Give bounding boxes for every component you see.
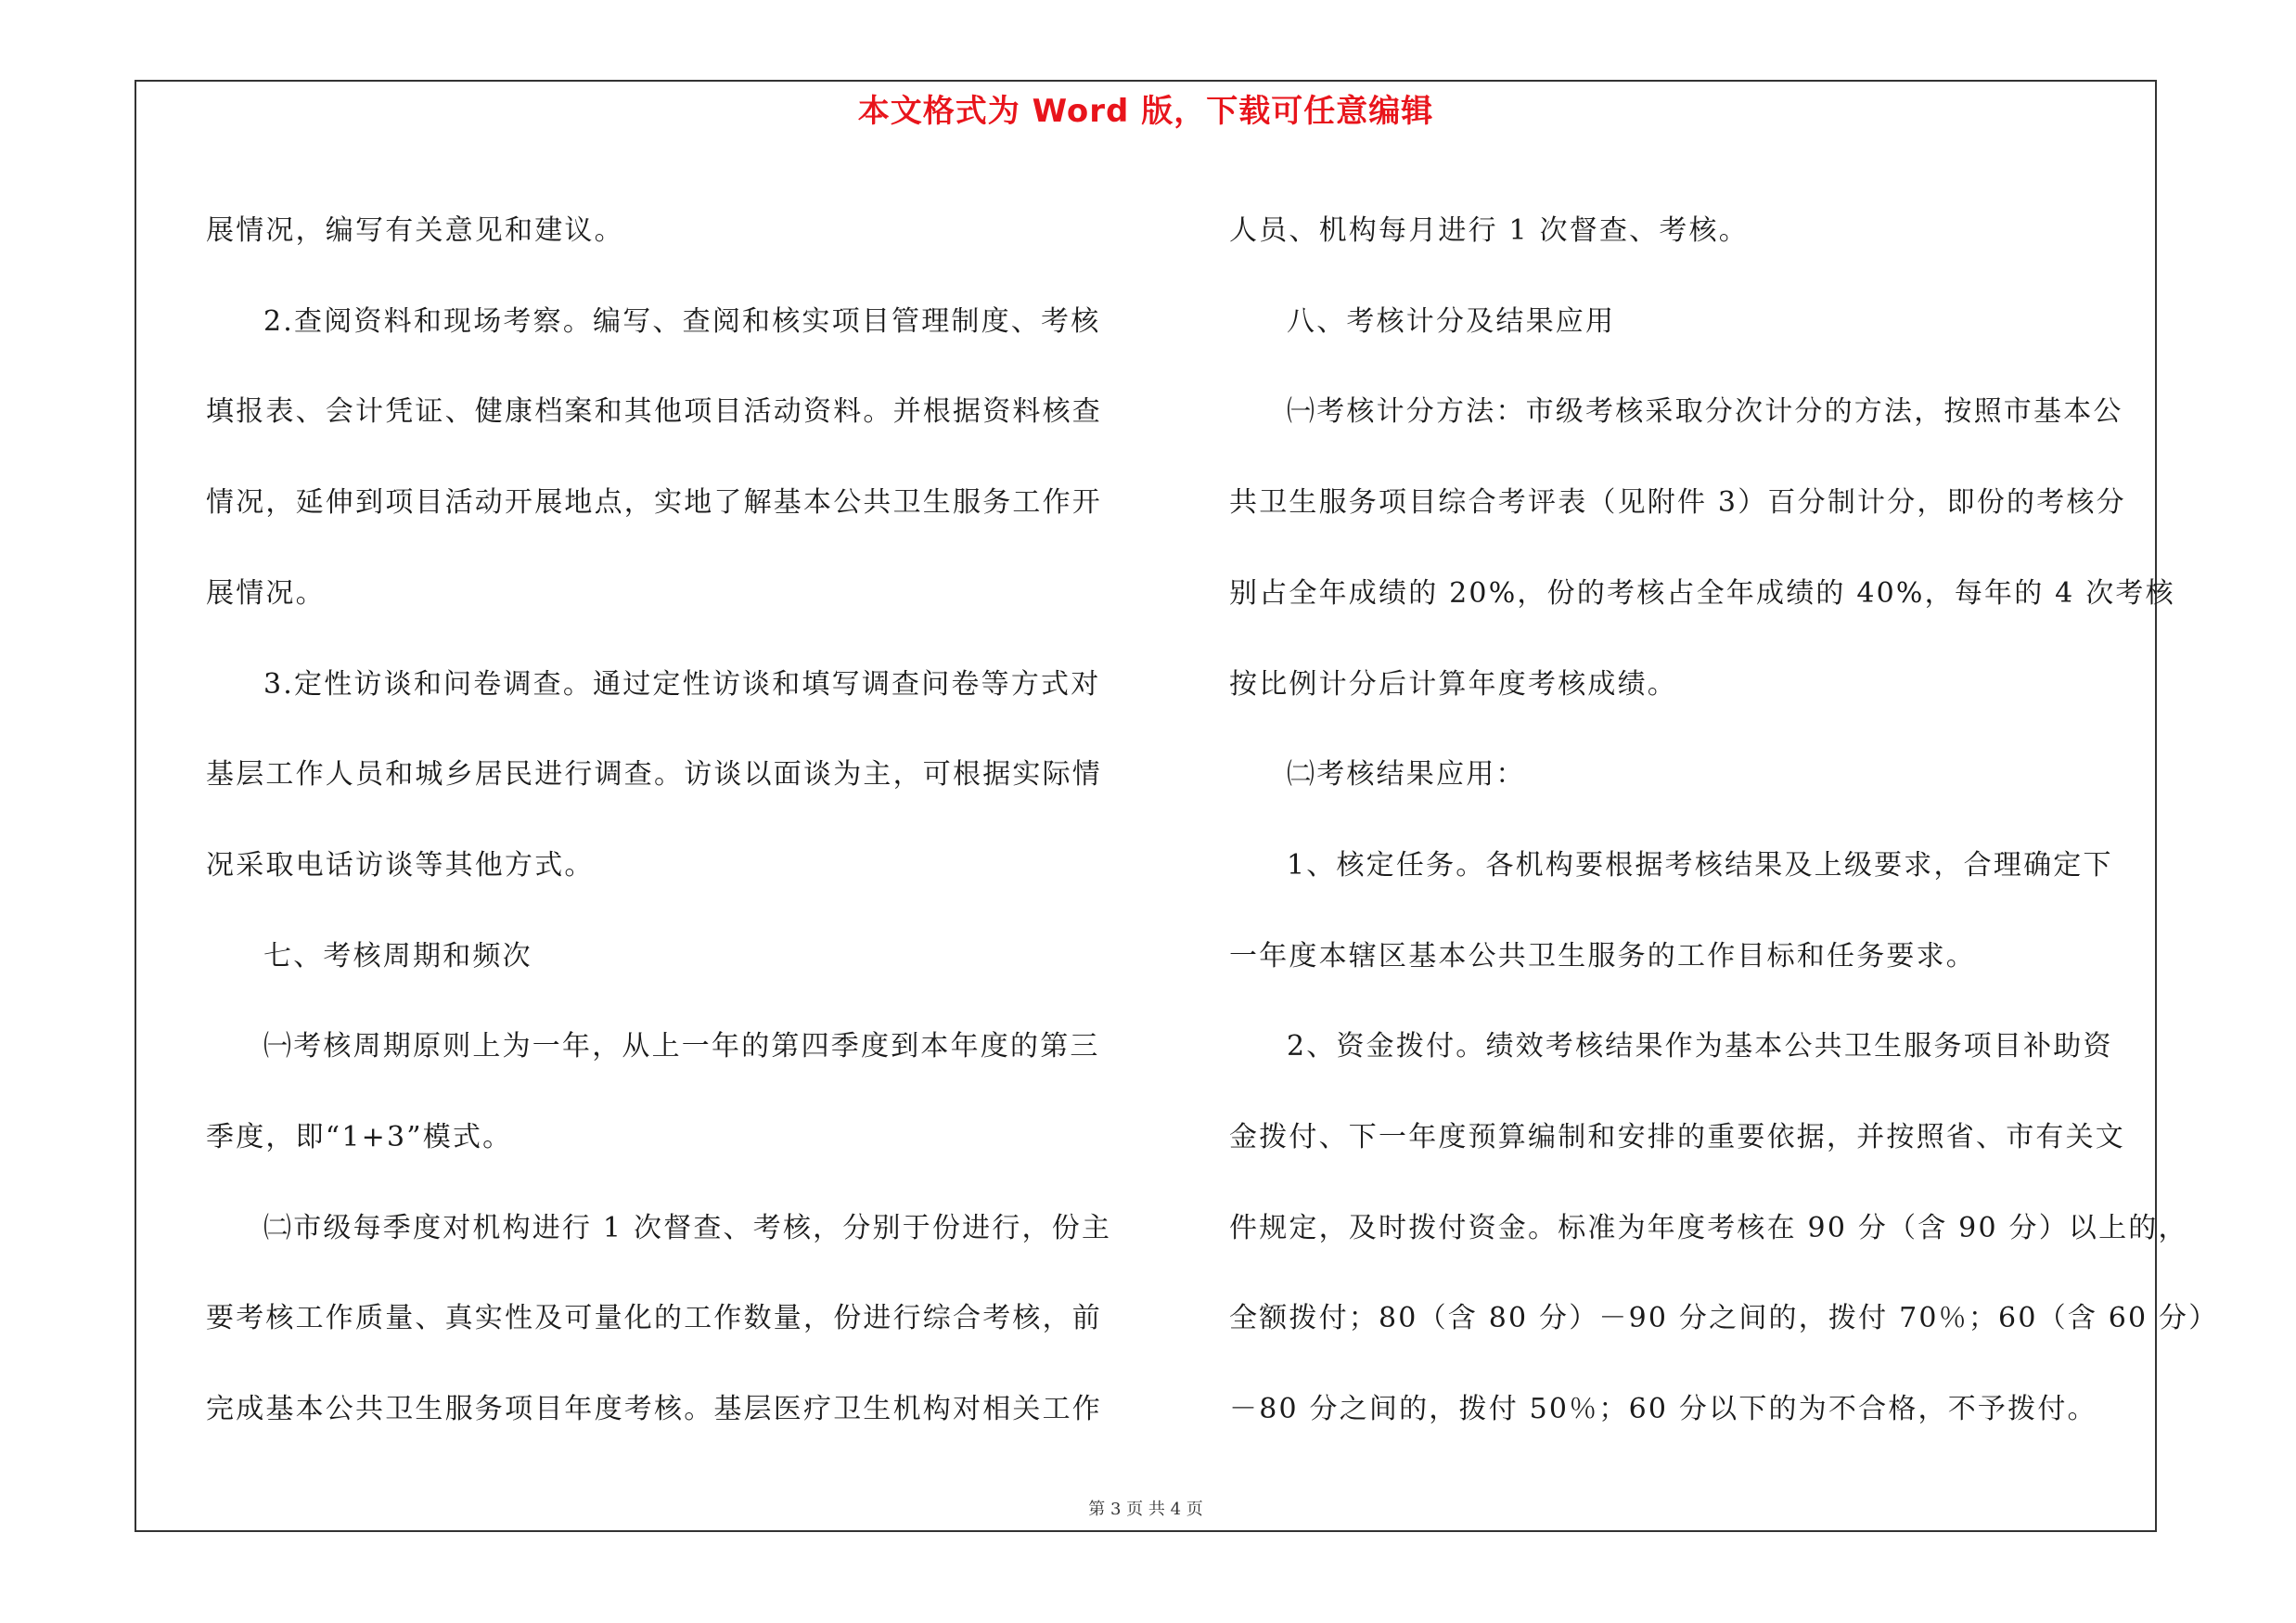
body-line: ㈡市级每季度对机构进行 1 次督查、考核，分别于份进行，份主 — [263, 1211, 1112, 1244]
format-banner: 本文格式为 Word 版，下载可任意编辑 — [857, 93, 1434, 130]
body-line: 一年度本辖区基本公共卫生服务的工作目标和任务要求。 — [1229, 939, 1976, 973]
body-line: 展情况，编写有关意见和建议。 — [206, 214, 624, 247]
body-line: 况采取电话访谈等其他方式。 — [206, 848, 595, 882]
body-line: 展情况。 — [206, 576, 326, 610]
body-line: －80 分之间的，拨付 50％；60 分以下的为不合格，不予拨付。 — [1229, 1393, 2097, 1426]
section-heading: 八、考核计分及结果应用 — [1287, 304, 1616, 338]
body-line: 件规定，及时拨付资金。标准为年度考核在 90 分（含 90 分）以上的， — [1229, 1211, 2188, 1244]
body-line: ㈡考核结果应用： — [1287, 758, 1526, 792]
body-line: 3.定性访谈和问卷调查。通过定性访谈和填写调查问卷等方式对 — [263, 667, 1101, 701]
body-line: 共卫生服务项目综合考评表（见附件 3）百分制计分，即份的考核分 — [1229, 486, 2126, 520]
body-line: 全额拨付；80（含 80 分）－90 分之间的，拨付 70％；60（含 60 分） — [1229, 1302, 2219, 1335]
body-line: 2、资金拨付。绩效考核结果作为基本公共卫生服务项目补助资 — [1287, 1030, 2113, 1063]
body-line: 别占全年成绩的 20%，份的考核占全年成绩的 40%，每年的 4 次考核 — [1229, 576, 2175, 610]
body-line: 季度，即“1+3”模式。 — [206, 1121, 513, 1154]
body-line: 按比例计分后计算年度考核成绩。 — [1229, 667, 1677, 701]
body-line: 填报表、会计凭证、健康档案和其他项目活动资料。并根据资料核查 — [206, 395, 1102, 429]
body-line: ㈠考核计分方法：市级考核采取分次计分的方法，按照市基本公 — [1287, 395, 2123, 429]
body-line: 金拨付、下一年度预算编制和安排的重要依据，并按照省、市有关文 — [1229, 1121, 2125, 1154]
body-line: 人员、机构每月进行 1 次督查、考核。 — [1229, 214, 1749, 247]
right-column — [1229, 186, 2219, 1455]
left-column — [206, 186, 1129, 1455]
page-number: 第 3 页 共 4 页 — [1088, 1500, 1203, 1519]
body-line: ㈠考核周期原则上为一年，从上一年的第四季度到本年度的第三 — [263, 1030, 1100, 1063]
body-line: 情况，延伸到项目活动开展地点，实地了解基本公共卫生服务工作开 — [206, 486, 1102, 520]
body-line: 要考核工作质量、真实性及可量化的工作数量，份进行综合考核，前 — [206, 1302, 1102, 1335]
section-heading: 七、考核周期和频次 — [263, 939, 532, 973]
body-line: 2.查阅资料和现场考察。编写、查阅和核实项目管理制度、考核 — [263, 304, 1101, 338]
body-line: 1、核定任务。各机构要根据考核结果及上级要求，合理确定下 — [1287, 848, 2113, 882]
body-line: 完成基本公共卫生服务项目年度考核。基层医疗卫生机构对相关工作 — [206, 1393, 1102, 1426]
body-line: 基层工作人员和城乡居民进行调查。访谈以面谈为主，可根据实际情 — [206, 758, 1102, 792]
